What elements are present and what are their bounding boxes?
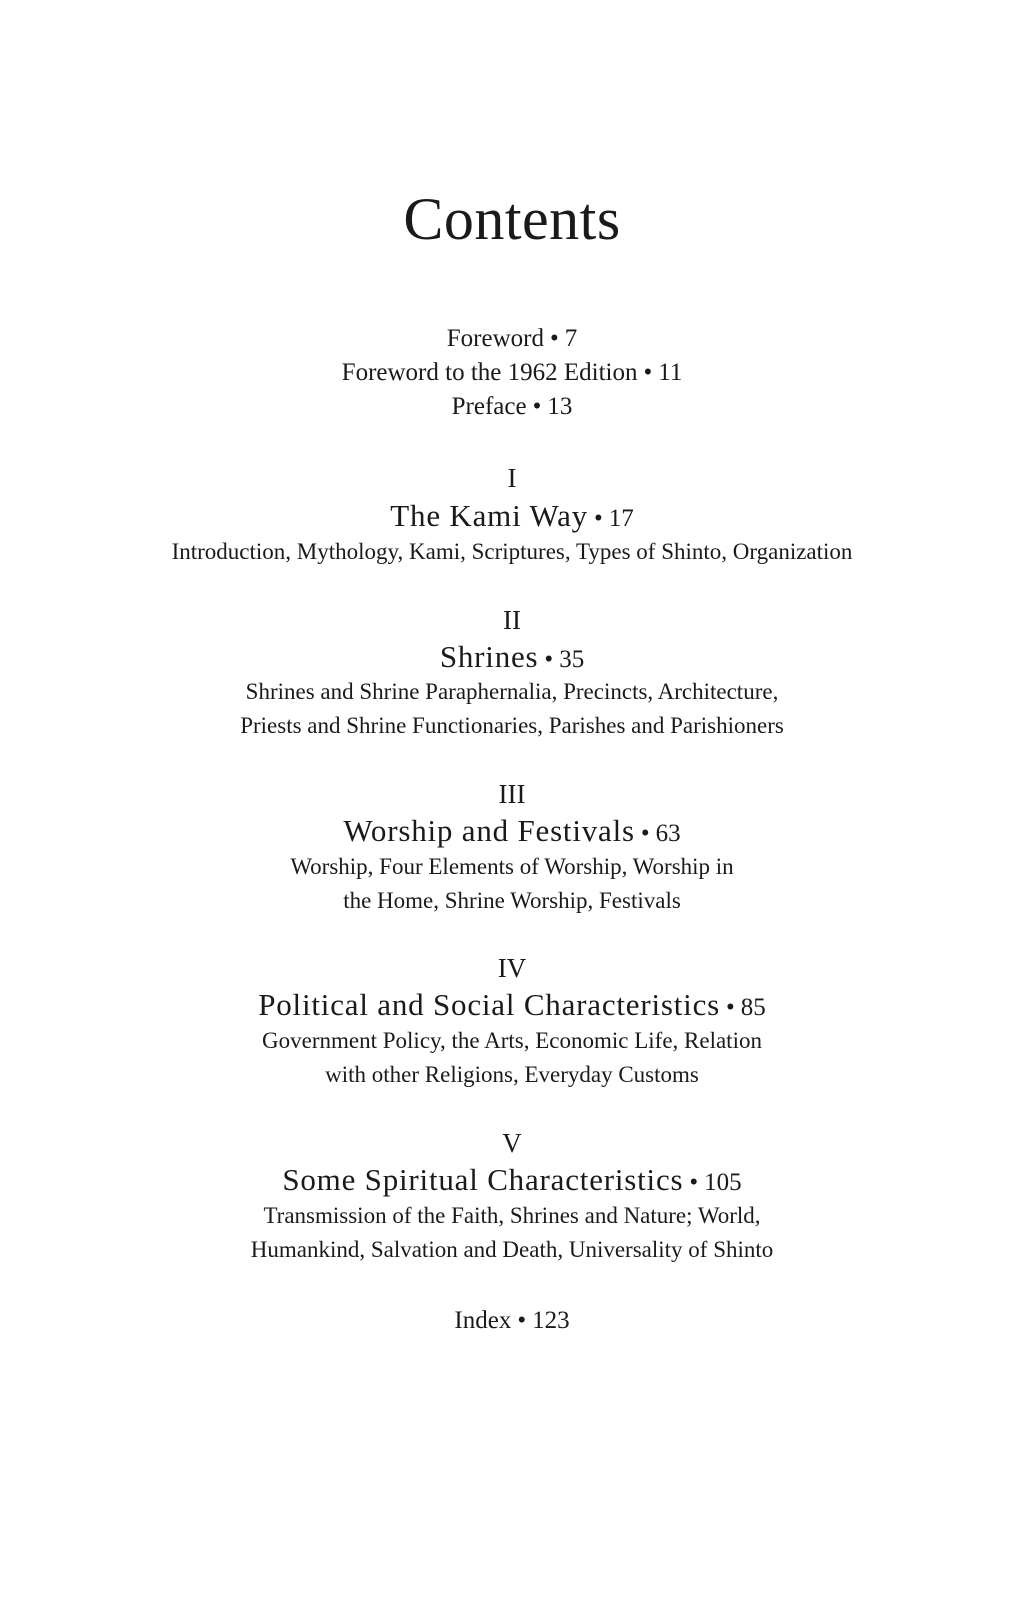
toc-page-number: 7 bbox=[564, 325, 578, 352]
bullet-separator: • bbox=[544, 646, 554, 673]
toc-page-number: 35 bbox=[559, 646, 585, 673]
bullet-separator: • bbox=[532, 393, 542, 420]
chapter-title-text: Political and Social Characteristics bbox=[258, 987, 721, 1022]
toc-entry-preface[interactable] bbox=[0, 390, 1024, 424]
chapter-title-political-social[interactable] bbox=[0, 985, 1024, 1028]
toc-entry-label: Preface bbox=[451, 393, 527, 420]
toc-page-number: 123 bbox=[532, 1307, 570, 1334]
chapter-subtopics: Humankind, Salvation and Death, Universality of Shinto bbox=[250, 1237, 774, 1262]
toc-page-number: 63 bbox=[655, 820, 681, 847]
chapter-numeral: II bbox=[503, 605, 521, 635]
chapter-numeral: IV bbox=[497, 953, 527, 983]
chapter-subtopics: the Home, Shrine Worship, Festivals bbox=[343, 888, 681, 913]
toc-entry-label: Index bbox=[454, 1307, 512, 1334]
chapter-numeral: V bbox=[502, 1128, 522, 1158]
chapter-title-text: Shrines bbox=[439, 639, 539, 674]
chapter-subtopics: Government Policy, the Arts, Economic Life, Relation bbox=[262, 1028, 762, 1053]
toc-page-number: 105 bbox=[704, 1169, 742, 1196]
toc-page-number: 17 bbox=[608, 505, 634, 532]
chapter-subtopics: Shrines and Shrine Paraphernalia, Precincts, Architecture, bbox=[245, 679, 779, 704]
bullet-separator: • bbox=[517, 1307, 527, 1334]
toc-page-number: 85 bbox=[740, 994, 766, 1021]
chapter-title-kami-way[interactable] bbox=[0, 496, 1024, 539]
chapter-title-spiritual[interactable] bbox=[0, 1160, 1024, 1203]
chapter-title-text: Worship and Festivals bbox=[343, 813, 635, 848]
chapter-title-text: Some Spiritual Characteristics bbox=[282, 1162, 684, 1197]
chapter-subtopics: Worship, Four Elements of Worship, Worship in bbox=[290, 854, 734, 879]
chapter-title-shrines[interactable] bbox=[0, 637, 1024, 680]
toc-page-number: 11 bbox=[658, 359, 683, 386]
toc-entry-foreword[interactable] bbox=[0, 322, 1024, 356]
bullet-separator: • bbox=[549, 325, 559, 352]
bullet-separator: • bbox=[689, 1169, 699, 1196]
bullet-separator: • bbox=[640, 820, 650, 847]
chapter-numeral: I bbox=[507, 463, 517, 493]
chapter-title-text: The Kami Way bbox=[390, 498, 588, 533]
toc-entry-index[interactable] bbox=[0, 1304, 1024, 1338]
toc-entry-foreword-1962[interactable] bbox=[0, 356, 1024, 390]
chapter-title-worship-festivals[interactable] bbox=[0, 811, 1024, 854]
page-title: Contents bbox=[403, 186, 621, 252]
chapter-subtopics: with other Religions, Everyday Customs bbox=[325, 1062, 699, 1087]
toc-entry-label: Foreword to the 1962 Edition bbox=[341, 359, 638, 386]
bullet-separator: • bbox=[593, 505, 603, 532]
toc-page-number: 13 bbox=[547, 393, 573, 420]
chapter-numeral: III bbox=[498, 779, 526, 809]
bullet-separator: • bbox=[643, 359, 653, 386]
chapter-subtopics: Priests and Shrine Functionaries, Parishes and Parishioners bbox=[240, 713, 784, 738]
chapter-subtopics: Introduction, Mythology, Kami, Scriptures, Types of Shinto, Organization bbox=[171, 539, 853, 564]
chapter-subtopics: Transmission of the Faith, Shrines and Nature; World, bbox=[263, 1203, 761, 1228]
bullet-separator: • bbox=[726, 994, 735, 1021]
toc-entry-label: Foreword bbox=[446, 325, 544, 352]
